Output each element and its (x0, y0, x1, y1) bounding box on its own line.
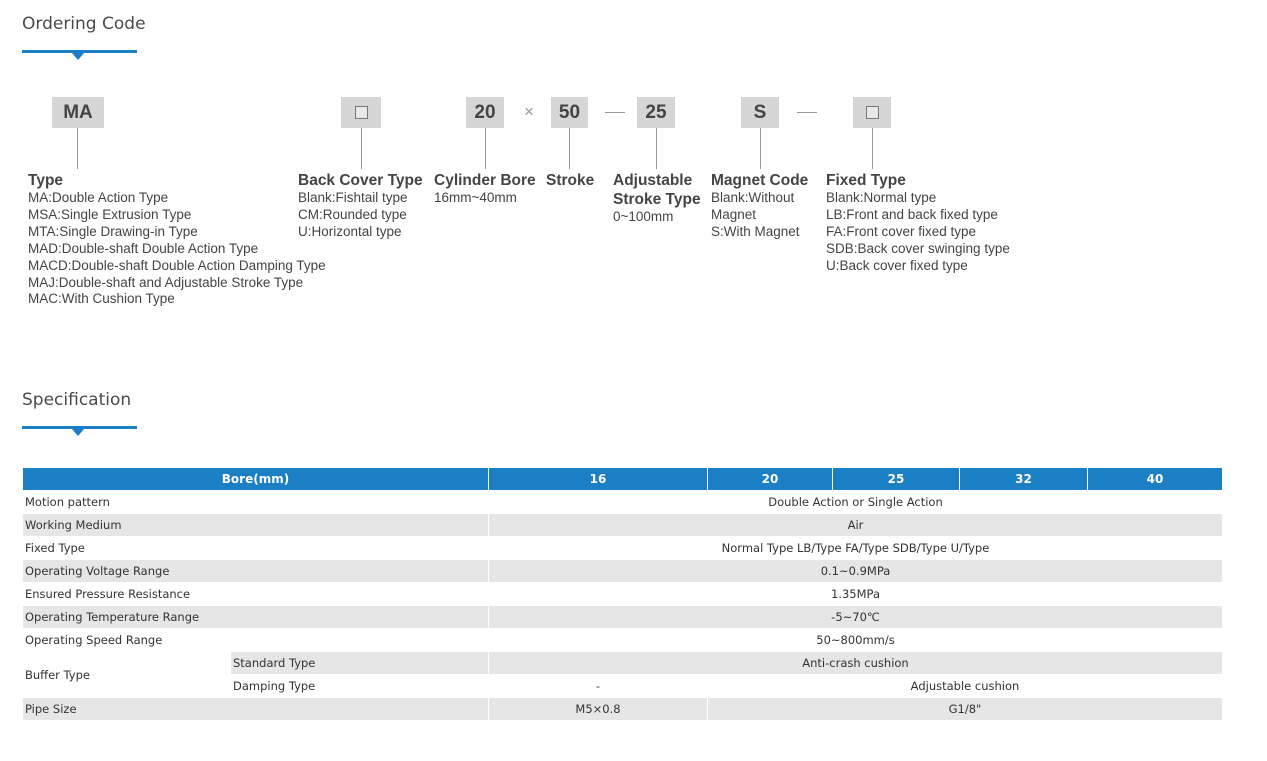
desc-magnet-heading: Magnet Code (711, 172, 809, 189)
row-value: Double Action or Single Action (489, 491, 1223, 514)
header-25: 25 (833, 468, 960, 491)
desc-line: U:Back cover fixed type (826, 257, 968, 273)
header-40: 40 (1088, 468, 1223, 491)
desc-back-cover-heading: Back Cover Type (298, 172, 423, 189)
table-row (23, 698, 1223, 721)
row-value: 1.35MPa (489, 583, 1223, 606)
desc-line: SDB:Back cover swinging type (826, 240, 1010, 256)
desc-magnet (711, 171, 808, 241)
row-label: Working Medium (23, 514, 489, 537)
desc-fixed-heading: Fixed Type (826, 172, 906, 189)
desc-line: MAC:With Cushion Type (28, 291, 175, 307)
dash-separator-2 (797, 112, 817, 113)
specification-title: Specification (22, 390, 132, 410)
desc-line: LB:Front and back fixed type (826, 206, 998, 222)
code-box-ma: MA (52, 97, 104, 128)
row-label: Operating Voltage Range (23, 560, 489, 583)
table-row (23, 629, 1223, 652)
desc-line: MTA:Single Drawing-in Type (28, 223, 198, 239)
desc-bore-heading: Cylinder Bore (434, 172, 536, 189)
row-label: Operating Speed Range (23, 629, 489, 652)
table-row (23, 652, 1223, 675)
code-box-back-cover (341, 97, 381, 128)
code-box-bore: 20 (466, 97, 504, 128)
ordering-title-caret-icon (72, 53, 84, 60)
desc-line: U:Horizontal type (298, 223, 402, 239)
row-value: -5~70℃ (489, 606, 1223, 629)
table-header-row (23, 468, 1223, 491)
row-value: Air (489, 514, 1223, 537)
desc-line: 0~100mm (613, 209, 674, 224)
row-label: Ensured Pressure Resistance (23, 583, 489, 606)
row-label: Operating Temperature Range (23, 606, 489, 629)
row-value: Anti-crash cushion (489, 652, 1223, 675)
connector-back-cover (361, 128, 362, 169)
row-label-buffer: Buffer Type (23, 652, 231, 698)
table-row (23, 606, 1223, 629)
desc-fixed (826, 171, 1010, 275)
desc-line: Blank:Fishtail type (298, 190, 408, 205)
desc-stroke (546, 171, 594, 190)
desc-type-heading: Type (28, 172, 64, 189)
header-bore: Bore(mm) (23, 468, 489, 491)
desc-line: MA:Double Action Type (28, 190, 169, 205)
desc-line: 16mm~40mm (434, 190, 517, 205)
table-row (23, 514, 1223, 537)
desc-type (28, 171, 326, 308)
desc-line: Magnet (711, 206, 757, 222)
row-sublabel: Damping Type (231, 675, 489, 698)
code-box-magnet: S (741, 97, 779, 128)
ordering-code-title: Ordering Code (22, 14, 146, 34)
code-box-stroke: 50 (551, 97, 588, 128)
dash-separator-1 (605, 112, 625, 113)
spec-title-caret-icon (72, 429, 84, 436)
row-value: 0.1~0.9MPa (489, 560, 1223, 583)
row-label: Pipe Size (23, 698, 489, 721)
table-row (23, 583, 1223, 606)
row-value: - (489, 675, 708, 698)
desc-line: Blank:Normal type (826, 190, 937, 205)
header-32: 32 (960, 468, 1088, 491)
blank-square-icon (355, 106, 368, 119)
desc-line: S:With Magnet (711, 223, 800, 239)
connector-fixed (872, 128, 873, 169)
connector-stroke (569, 128, 570, 169)
blank-square-icon (866, 106, 879, 119)
desc-bore (434, 171, 536, 207)
desc-line: MACD:Double-shaft Double Action Damping Type (28, 257, 326, 273)
row-value: M5×0.8 (489, 698, 708, 721)
row-sublabel: Standard Type (231, 652, 489, 675)
row-value: Normal Type LB/Type FA/Type SDB/Type U/Type (489, 537, 1223, 560)
table-row (23, 491, 1223, 514)
connector-adjustable (656, 128, 657, 169)
desc-line: MAJ:Double-shaft and Adjustable Stroke Type (28, 274, 304, 290)
row-value: 50~800mm/s (489, 629, 1223, 652)
code-box-fixed (853, 97, 891, 128)
desc-line: MAD:Double-shaft Double Action Type (28, 240, 259, 256)
connector-bore (485, 128, 486, 169)
specification-table (22, 467, 1223, 721)
connector-type (77, 128, 78, 169)
row-value: Adjustable cushion (708, 675, 1223, 698)
desc-line: MSA:Single Extrusion Type (28, 206, 192, 222)
desc-adjustable (613, 171, 701, 226)
desc-line: FA:Front cover fixed type (826, 223, 977, 239)
desc-back-cover (298, 171, 423, 241)
row-label: Motion pattern (23, 491, 489, 514)
header-16: 16 (489, 468, 708, 491)
code-box-adjustable: 25 (637, 97, 675, 128)
header-20: 20 (708, 468, 833, 491)
table-row (23, 537, 1223, 560)
row-value: G1/8" (708, 698, 1223, 721)
desc-adjustable-heading-2: Stroke Type (613, 191, 701, 208)
desc-line: Blank:Without (711, 190, 795, 205)
desc-line: CM:Rounded type (298, 206, 407, 222)
row-label: Fixed Type (23, 537, 489, 560)
connector-magnet (760, 128, 761, 169)
desc-stroke-heading: Stroke (546, 172, 595, 189)
desc-adjustable-heading-1: Adjustable (613, 172, 693, 189)
table-row (23, 560, 1223, 583)
times-separator: × (524, 102, 534, 121)
